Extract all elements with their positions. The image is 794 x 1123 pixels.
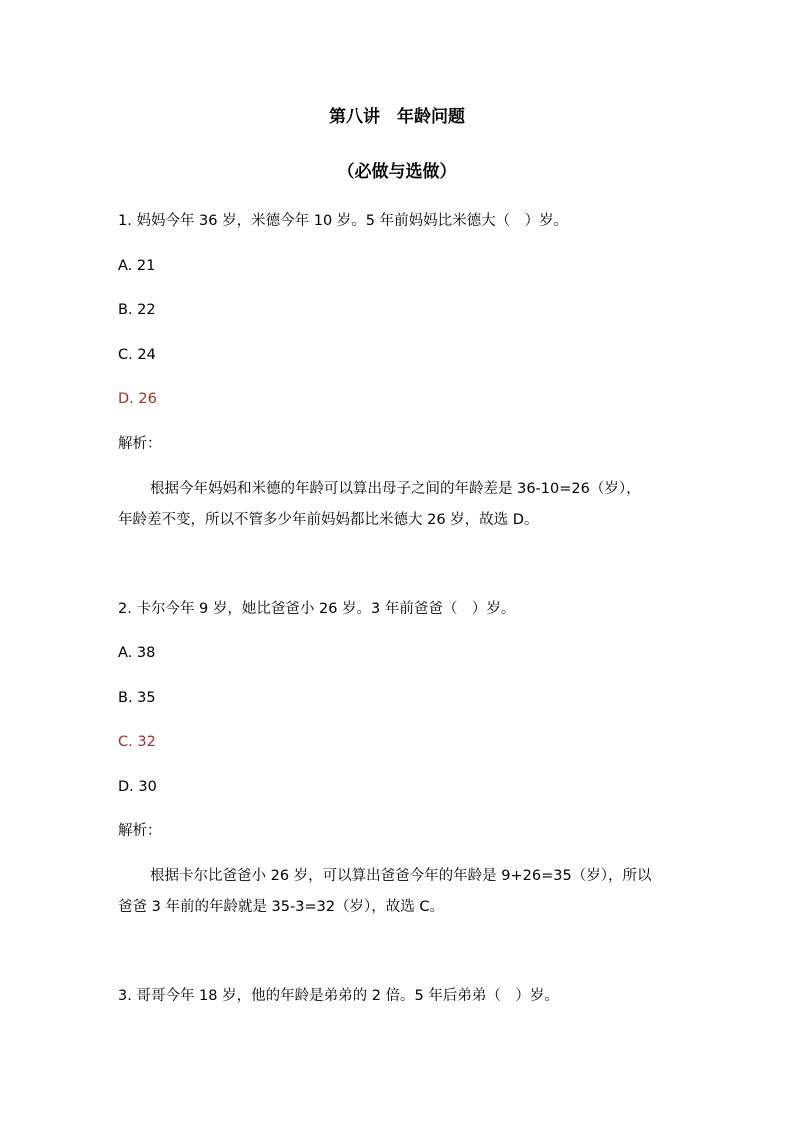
q2-analysis-label: 解析： — [118, 823, 162, 839]
q1-analysis-line-2: 年龄差不变，所以不管多少年前妈妈都比米德大 26 岁，故选 D。 — [118, 512, 539, 528]
q1-analysis-label: 解析： — [118, 436, 162, 452]
lesson-subtitle: （必做与选做） — [337, 162, 457, 182]
q2-option-a: A. 38 — [118, 645, 156, 661]
q2-option-c-correct: C. 32 — [118, 734, 156, 750]
q2-option-b: B. 35 — [118, 690, 156, 706]
q2-analysis-line-2: 爸爸 3 年前的年龄就是 35-3=32（岁），故选 C。 — [118, 899, 445, 915]
q2-analysis-line-1: 根据卡尔比爸爸小 26 岁，可以算出爸爸今年的年龄是 9+26=35（岁），所以 — [150, 868, 652, 884]
lesson-title: 第八讲 年龄问题 — [329, 107, 465, 127]
q1-option-d-correct: D. 26 — [118, 391, 157, 407]
q1-option-c: C. 24 — [118, 347, 156, 363]
q1-option-a: A. 21 — [118, 258, 156, 274]
q1-option-b: B. 22 — [118, 302, 156, 318]
question-1: 1. 妈妈今年 36 岁，米德今年 10 岁。5 年前妈妈比米德大（ ）岁。 — [118, 213, 569, 229]
question-3: 3. 哥哥今年 18 岁，他的年龄是弟弟的 2 倍。5 年后弟弟（ ）岁。 — [118, 988, 559, 1004]
question-2: 2. 卡尔今年 9 岁，她比爸爸小 26 岁。3 年前爸爸（ ）岁。 — [118, 601, 516, 617]
q2-option-d: D. 30 — [118, 779, 157, 795]
q1-analysis-line-1: 根据今年妈妈和米德的年龄可以算出母子之间的年龄差是 36-10=26（岁）， — [150, 481, 641, 497]
